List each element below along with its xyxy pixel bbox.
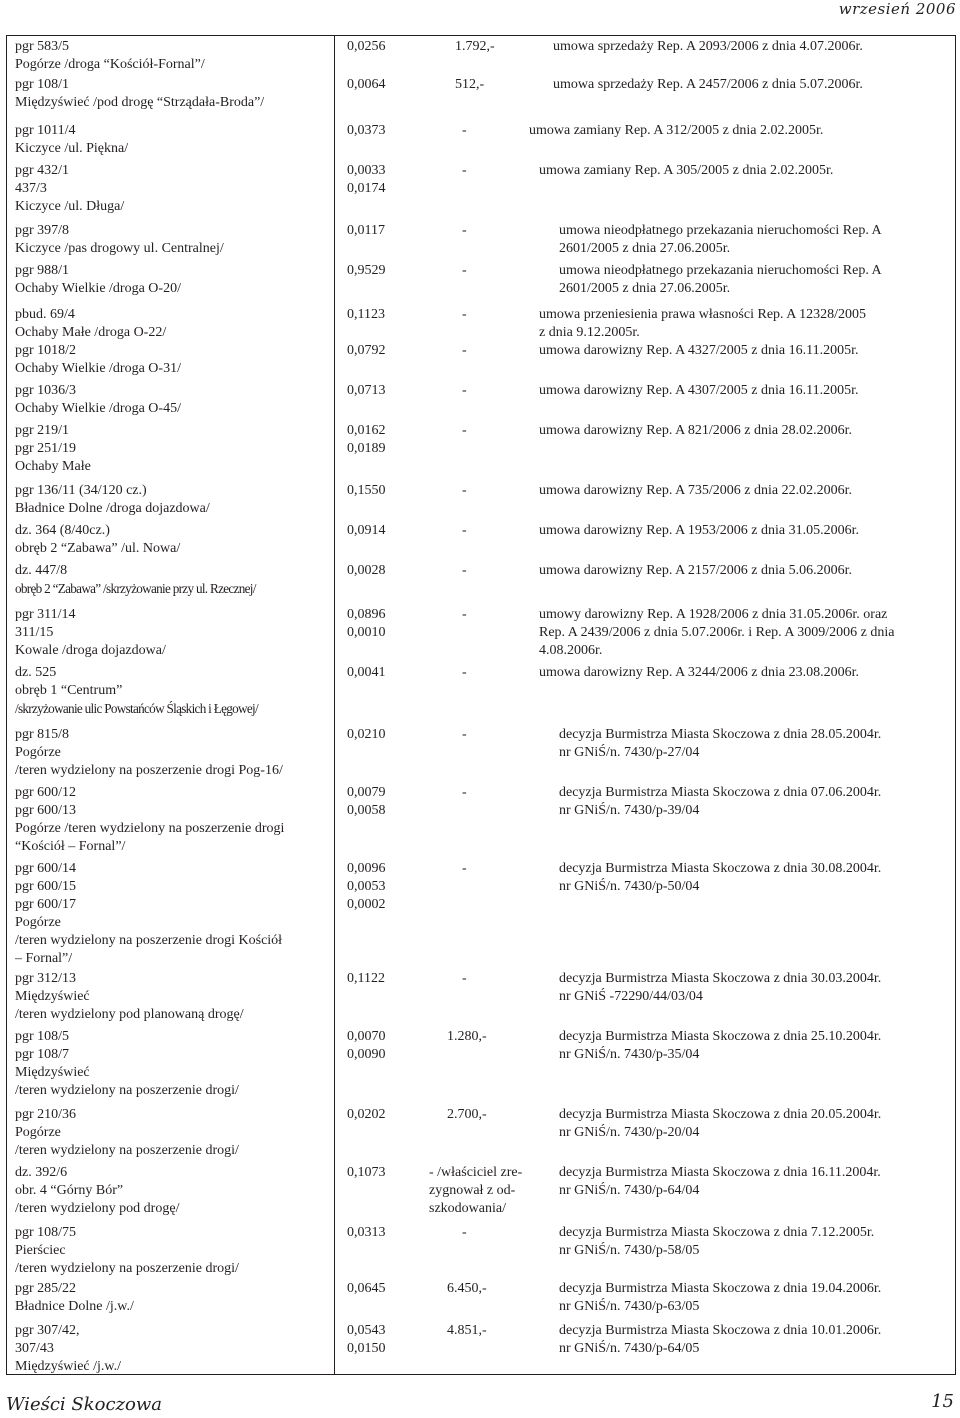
parcel-line: Międzyświeć — [15, 989, 90, 1004]
price-value: 1.792,- — [455, 39, 495, 54]
parcel-line: pgr 108/1 — [15, 77, 70, 92]
parcel-line: dz. 392/6 — [15, 1165, 68, 1180]
area-value: 0,0896 — [347, 607, 386, 622]
document-cell — [559, 1164, 960, 1200]
parcel-entry — [15, 970, 333, 1024]
parcel-entry — [15, 162, 333, 216]
price-value: - /właściciel zre- — [429, 1165, 523, 1180]
parcel-entry — [15, 482, 333, 518]
parcel-line: /teren wydzielony na poszerzenie drogi/ — [15, 1083, 239, 1098]
document-line: decyzja Burmistrza Miasta Skoczowa z dnia 16.11.2004r. — [559, 1165, 881, 1180]
area-value: 0,0150 — [347, 1341, 386, 1356]
document-line: umowa zamiany Rep. A 312/2005 z dnia 2.02.2005r. — [529, 123, 824, 138]
parcel-line: /teren wydzielony na poszerzenie drogi/ — [15, 1261, 239, 1276]
document-line: umowa darowizny Rep. A 2157/2006 z dnia 5.06.2006r. — [539, 563, 853, 578]
document-line: 2601/2005 z dnia 27.06.2005r. — [559, 241, 731, 256]
document-line: 2601/2005 z dnia 27.06.2005r. — [559, 281, 731, 296]
parcel-line: pgr 600/17 — [15, 897, 77, 912]
document-line: decyzja Burmistrza Miasta Skoczowa z dnia 30.08.2004r. — [559, 861, 882, 876]
price-value: - — [462, 123, 467, 138]
parcel-line: dz. 525 — [15, 665, 57, 680]
document-line: umowa sprzedaży Rep. A 2093/2006 z dnia 4.07.2006r. — [553, 39, 863, 54]
price-cell — [455, 38, 550, 56]
document-cell — [539, 306, 959, 342]
parcel-line: pgr 251/19 — [15, 441, 77, 456]
parcel-line: Ochaby Wielkie /droga O-45/ — [15, 401, 181, 416]
area-value: 0,0543 — [347, 1323, 386, 1338]
parcel-line: pgr 210/36 — [15, 1107, 77, 1122]
document-cell — [539, 606, 959, 660]
document-line: decyzja Burmistrza Miasta Skoczowa z dnia 20.05.2004r. — [559, 1107, 882, 1122]
page-number: 15 — [931, 1391, 954, 1412]
parcel-entry — [15, 122, 333, 158]
parcel-line: pgr 583/5 — [15, 39, 70, 54]
area-value: 0,0174 — [347, 181, 386, 196]
document-cell — [559, 860, 960, 896]
document-line: nr GNiŚ -72290/44/03/04 — [559, 989, 703, 1004]
parcel-entry — [15, 562, 333, 598]
document-line: umowa nieodpłatnego przekazania nieruchomości Rep. A — [559, 223, 882, 238]
parcel-line: pgr 988/1 — [15, 263, 70, 278]
parcel-entry — [15, 222, 333, 258]
document-cell — [539, 162, 959, 180]
document-line: umowa darowizny Rep. A 4327/2005 z dnia 16.11.2005r. — [539, 343, 859, 358]
document-line: umowa darowizny Rep. A 1953/2006 z dnia 31.05.2006r. — [539, 523, 860, 538]
area-cell — [347, 1164, 417, 1182]
price-value: - — [462, 423, 467, 438]
area-cell — [347, 222, 417, 240]
parcel-line: pgr 307/42, — [15, 1323, 80, 1338]
area-cell — [347, 726, 417, 744]
parcel-line: Ochaby Małe — [15, 459, 91, 474]
area-value: 0,0202 — [347, 1107, 386, 1122]
price-cell — [462, 860, 557, 878]
parcel-line: pgr 1018/2 — [15, 343, 77, 358]
parcel-line: obręb 1 “Centrum” — [15, 683, 123, 698]
parcel-entry — [15, 784, 333, 856]
document-line: decyzja Burmistrza Miasta Skoczowa z dnia 10.01.2006r. — [559, 1323, 882, 1338]
parcel-line: Bładnice Dolne /j.w./ — [15, 1299, 134, 1314]
parcel-line: pgr 312/13 — [15, 971, 77, 986]
document-line: nr GNiŚ/n. 7430/p-39/04 — [559, 803, 700, 818]
parcel-line: Pogórze /droga “Kościół-Fornal”/ — [15, 57, 205, 72]
parcel-entry — [15, 1224, 333, 1278]
price-value: - — [462, 971, 467, 986]
document-line: decyzja Burmistrza Miasta Skoczowa z dnia 28.05.2004r. — [559, 727, 882, 742]
parcel-line: Bładnice Dolne /droga dojazdowa/ — [15, 501, 210, 516]
document-line: umowa darowizny Rep. A 821/2006 z dnia 28.02.2006r. — [539, 423, 853, 438]
parcel-line: “Kościół – Fornal”/ — [15, 839, 126, 854]
document-line: nr GNiŚ/n. 7430/p-35/04 — [559, 1047, 700, 1062]
document-cell — [553, 38, 960, 56]
parcel-entry — [15, 1164, 333, 1218]
price-cell — [455, 76, 550, 94]
area-cell — [347, 860, 417, 914]
document-cell — [539, 664, 959, 682]
parcel-line: 437/3 — [15, 181, 47, 196]
price-value: - — [462, 563, 467, 578]
document-line: umowa przeniesienia prawa własności Rep. A 12328/2005 — [539, 307, 866, 322]
parcel-entry — [15, 262, 333, 298]
parcel-line: /teren wydzielony na poszerzenie drogi Kościół — [15, 933, 283, 948]
document-cell — [559, 970, 960, 1006]
parcel-line: Pogórze /teren wydzielony na poszerzenie drogi — [15, 821, 285, 836]
parcel-entry — [15, 1280, 333, 1316]
area-value: 0,0058 — [347, 803, 386, 818]
price-value: 512,- — [455, 77, 485, 92]
document-line: umowa nieodpłatnego przekazania nieruchomości Rep. A — [559, 263, 882, 278]
parcel-line: Pierściec — [15, 1243, 66, 1258]
document-cell — [539, 562, 959, 580]
parcel-line: Ochaby Wielkie /droga O-31/ — [15, 361, 181, 376]
area-value: 0,0079 — [347, 785, 386, 800]
parcel-line: pbud. 69/4 — [15, 307, 75, 322]
document-line: nr GNiŚ/n. 7430/p-64/04 — [559, 1183, 700, 1198]
parcel-line: Kiczyce /pas drogowy ul. Centralnej/ — [15, 241, 224, 256]
area-value: 0,0792 — [347, 343, 386, 358]
area-value: 0,1073 — [347, 1165, 386, 1180]
parcel-entry — [15, 1106, 333, 1160]
area-cell — [347, 1224, 417, 1242]
parcel-line: – Fornal”/ — [15, 951, 73, 966]
area-cell — [347, 162, 417, 198]
price-value: - — [462, 263, 467, 278]
parcel-line: pgr 600/13 — [15, 803, 77, 818]
area-cell — [347, 562, 417, 580]
document-line: decyzja Burmistrza Miasta Skoczowa z dnia 07.06.2004r. — [559, 785, 882, 800]
area-value: 0,0064 — [347, 77, 386, 92]
area-cell — [347, 522, 417, 540]
document-cell — [529, 122, 949, 140]
document-line: decyzja Burmistrza Miasta Skoczowa z dnia 19.04.2006r. — [559, 1281, 882, 1296]
parcel-line: /skrzyżowanie ulic Powstańców Śląskich i Łęgowej/ — [15, 701, 258, 716]
price-value: - — [462, 307, 467, 322]
parcel-line: pgr 136/11 (34/120 cz.) — [15, 483, 147, 498]
document-cell — [559, 222, 960, 258]
area-value: 0,0070 — [347, 1029, 386, 1044]
document-line: umowa darowizny Rep. A 3244/2006 z dnia 23.08.2006r. — [539, 665, 860, 680]
document-cell — [559, 1280, 960, 1316]
price-value: zygnował z od- — [429, 1183, 516, 1198]
area-value: 0,0033 — [347, 163, 386, 178]
price-value: - — [462, 163, 467, 178]
magazine-title: Wieści Skoczowa — [6, 1394, 163, 1415]
document-line: nr GNiŚ/n. 7430/p-64/05 — [559, 1341, 700, 1356]
parcel-line: Kiczyce /ul. Piękna/ — [15, 141, 129, 156]
price-value: - — [462, 607, 467, 622]
area-cell — [347, 1106, 417, 1124]
document-line: decyzja Burmistrza Miasta Skoczowa z dnia 25.10.2004r. — [559, 1029, 882, 1044]
area-value: 0,0117 — [347, 223, 385, 238]
area-value: 0,0162 — [347, 423, 386, 438]
document-line: umowa darowizny Rep. A 4307/2005 z dnia 16.11.2005r. — [539, 383, 859, 398]
document-cell — [559, 262, 960, 298]
price-cell — [447, 1028, 542, 1046]
document-cell — [539, 422, 959, 440]
document-line: Rep. A 2439/2006 z dnia 5.07.2006r. i Rep. A 3009/2006 z dnia — [539, 625, 895, 640]
area-cell — [347, 482, 417, 500]
price-cell — [462, 1224, 557, 1242]
parcel-line: pgr 1036/3 — [15, 383, 77, 398]
parcel-line: pgr 432/1 — [15, 163, 70, 178]
price-cell — [447, 1280, 542, 1298]
document-line: umowy darowizny Rep. A 1928/2006 z dnia 31.05.2006r. oraz — [539, 607, 888, 622]
parcel-line: pgr 397/8 — [15, 223, 70, 238]
parcel-line: /teren wydzielony na poszerzenie drogi/ — [15, 1143, 239, 1158]
area-cell — [347, 122, 417, 140]
parcel-line: obręb 2 “Zabawa” /ul. Nowa/ — [15, 541, 181, 556]
price-value: szkodowania/ — [429, 1201, 506, 1216]
parcel-line: 307/43 — [15, 1341, 54, 1356]
area-value: 0,0096 — [347, 861, 386, 876]
area-value: 0,0645 — [347, 1281, 386, 1296]
price-value: - — [462, 785, 467, 800]
document-cell — [559, 1224, 960, 1260]
parcel-line: Ochaby Wielkie /droga O-20/ — [15, 281, 181, 296]
area-cell — [347, 1280, 417, 1298]
area-cell — [347, 38, 417, 56]
parcel-line: /teren wydzielony na poszerzenie drogi Pog-16/ — [15, 763, 283, 778]
price-cell — [462, 262, 557, 280]
parcel-line: Międzyświeć — [15, 1065, 90, 1080]
price-cell — [462, 784, 557, 802]
parcel-line: pgr 600/14 — [15, 861, 77, 876]
price-cell — [462, 222, 557, 240]
document-cell — [539, 382, 959, 400]
document-cell — [553, 76, 960, 94]
parcel-line: obr. 4 “Górny Bór” — [15, 1183, 124, 1198]
parcel-line: Pogórze — [15, 915, 61, 930]
document-cell — [559, 784, 960, 820]
area-value: 0,1550 — [347, 483, 386, 498]
area-value: 0,0313 — [347, 1225, 386, 1240]
parcel-line: Międzyświeć /pod drogę “Strządała-Broda”/ — [15, 95, 265, 110]
price-value: 6.450,- — [447, 1281, 487, 1296]
parcel-line: Kowale /droga dojazdowa/ — [15, 643, 166, 658]
document-cell — [559, 1322, 960, 1358]
parcel-entry — [15, 422, 333, 476]
document-cell — [559, 1028, 960, 1064]
parcel-line: pgr 815/8 — [15, 727, 70, 742]
parcel-line: 311/15 — [15, 625, 54, 640]
area-cell — [347, 606, 417, 642]
document-line: decyzja Burmistrza Miasta Skoczowa z dnia 30.03.2004r. — [559, 971, 882, 986]
area-value: 0,0053 — [347, 879, 386, 894]
area-value: 0,0210 — [347, 727, 386, 742]
document-line: nr GNiŚ/n. 7430/p-27/04 — [559, 745, 700, 760]
area-cell — [347, 382, 417, 400]
parcel-entry — [15, 382, 333, 418]
price-cell — [429, 1164, 524, 1218]
area-cell — [347, 422, 417, 458]
parcel-line: pgr 108/75 — [15, 1225, 77, 1240]
price-value: - — [462, 343, 467, 358]
parcel-entry — [15, 306, 333, 342]
issue-month: wrzesień 2006 — [838, 0, 956, 18]
parcel-line: Międzyświeć /j.w./ — [15, 1359, 122, 1374]
parcel-line: pgr 285/22 — [15, 1281, 77, 1296]
area-value: 0,0010 — [347, 625, 386, 640]
area-value: 0,0256 — [347, 39, 386, 54]
parcel-entry — [15, 1322, 333, 1376]
price-value: - — [462, 383, 467, 398]
price-value: 2.700,- — [447, 1107, 487, 1122]
document-line: umowa darowizny Rep. A 735/2006 z dnia 22.02.2006r. — [539, 483, 853, 498]
parcel-line: pgr 600/12 — [15, 785, 77, 800]
parcel-entry — [15, 1028, 333, 1100]
area-cell — [347, 306, 417, 324]
area-cell — [347, 1028, 417, 1064]
parcel-entry — [15, 38, 333, 74]
price-cell — [447, 1322, 542, 1340]
parcel-entry — [15, 606, 333, 660]
parcel-line: Kiczyce /ul. Długa/ — [15, 199, 125, 214]
parcel-line: dz. 364 (8/40cz.) — [15, 523, 110, 538]
area-value: 0,0028 — [347, 563, 386, 578]
parcel-line: dz. 447/8 — [15, 563, 68, 578]
area-value: 0,9529 — [347, 263, 386, 278]
area-value: 0,0041 — [347, 665, 386, 680]
parcel-line: /teren wydzielony pod drogę/ — [15, 1201, 180, 1216]
area-cell — [347, 970, 417, 988]
price-cell — [462, 970, 557, 988]
parcel-line: pgr 108/7 — [15, 1047, 70, 1062]
price-value: - — [462, 523, 467, 538]
area-cell — [347, 1322, 417, 1358]
parcel-entry — [15, 726, 333, 780]
document-line: umowa zamiany Rep. A 305/2005 z dnia 2.02.2005r. — [539, 163, 834, 178]
price-value: 1.280,- — [447, 1029, 487, 1044]
document-line: umowa sprzedaży Rep. A 2457/2006 z dnia 5.07.2006r. — [553, 77, 863, 92]
area-cell — [347, 784, 417, 820]
parcel-line: pgr 219/1 — [15, 423, 70, 438]
area-value: 0,0914 — [347, 523, 386, 538]
area-value: 0,0713 — [347, 383, 386, 398]
parcel-line: /teren wydzielony pod planowaną drogę/ — [15, 1007, 244, 1022]
price-value: - — [462, 1225, 467, 1240]
area-value: 0,1123 — [347, 307, 385, 322]
price-value: 4.851,- — [447, 1323, 487, 1338]
document-line: 4.08.2006r. — [539, 643, 603, 658]
price-value: - — [462, 665, 467, 680]
document-cell — [539, 342, 959, 360]
document-line: nr GNiŚ/n. 7430/p-20/04 — [559, 1125, 700, 1140]
parcel-line: pgr 600/15 — [15, 879, 77, 894]
price-value: - — [462, 223, 467, 238]
area-value: 0,0373 — [347, 123, 386, 138]
area-value: 0,1122 — [347, 971, 385, 986]
price-cell — [447, 1106, 542, 1124]
area-value: 0,0189 — [347, 441, 386, 456]
parcel-entry — [15, 342, 333, 378]
parcel-entry — [15, 664, 333, 718]
parcel-line: Pogórze — [15, 1125, 61, 1140]
area-cell — [347, 262, 417, 280]
price-value: - — [462, 483, 467, 498]
document-cell — [539, 482, 959, 500]
parcel-line: obręb 2 “Zabawa” /skrzyżowanie przy ul. Rzecznej/ — [15, 581, 256, 596]
document-line: decyzja Burmistrza Miasta Skoczowa z dnia 7.12.2005r. — [559, 1225, 875, 1240]
price-value: - — [462, 727, 467, 742]
parcel-entry — [15, 522, 333, 558]
price-cell — [462, 726, 557, 744]
document-line: nr GNiŚ/n. 7430/p-58/05 — [559, 1243, 700, 1258]
document-line: z dnia 9.12.2005r. — [539, 325, 640, 340]
area-cell — [347, 76, 417, 94]
document-cell — [559, 726, 960, 762]
parcel-entry — [15, 860, 333, 968]
area-cell — [347, 664, 417, 682]
area-value: 0,0002 — [347, 897, 386, 912]
document-cell — [539, 522, 959, 540]
document-line: nr GNiŚ/n. 7430/p-63/05 — [559, 1299, 700, 1314]
document-line: nr GNiŚ/n. 7430/p-50/04 — [559, 879, 700, 894]
area-value: 0,0090 — [347, 1047, 386, 1062]
parcel-line: pgr 108/5 — [15, 1029, 70, 1044]
parcel-line: Pogórze — [15, 745, 61, 760]
parcel-entry — [15, 76, 333, 112]
price-value: - — [462, 861, 467, 876]
document-cell — [559, 1106, 960, 1142]
parcel-line: Ochaby Małe /droga O-22/ — [15, 325, 167, 340]
parcel-line: pgr 311/14 — [15, 607, 76, 622]
area-cell — [347, 342, 417, 360]
parcel-line: pgr 1011/4 — [15, 123, 76, 138]
